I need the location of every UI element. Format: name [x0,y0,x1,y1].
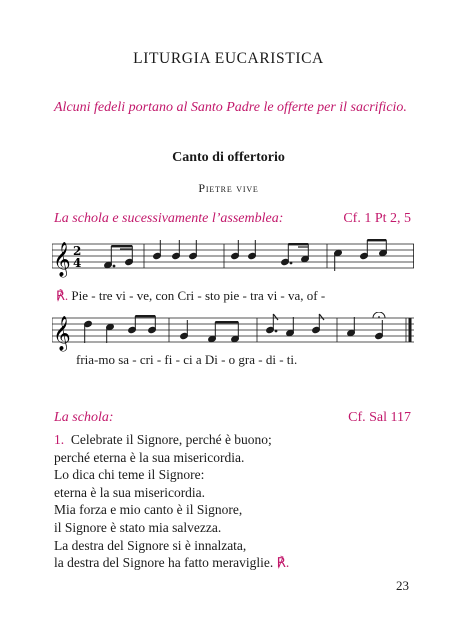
response-symbol: ℟. [56,288,69,303]
treble-clef-icon: 𝄞 [53,242,71,277]
scripture-reference-2: Cf. Sal 117 [348,410,411,425]
time-signature-bottom: 4 [73,256,82,270]
verse-line: Lo dica chi teme il Signore: [54,467,205,483]
verse-line [54,431,289,449]
lyrics-line-2: fria-mo sa - cri - fi - ci a Di - o gra - di - ti. [76,352,298,367]
treble-clef-icon: 𝄞 [53,316,71,351]
psalm-verse [54,431,289,572]
music-staff-2 [52,312,414,356]
lyrics-line-1 [56,288,325,304]
verse-line: perché eterna è la sua misericordia. [54,449,245,465]
verse-number: 1. [54,432,65,447]
lyrics-text-1: Pie - tre vi - ve, con Cri - sto pie - tra vi - va, of - [71,288,326,303]
scripture-reference-1: Cf. 1 Pt 2, 5 [343,211,411,226]
response-symbol: ℟. [276,555,290,571]
time-signature-top: 2 [73,244,82,258]
section-title: LITURGIA EUCARISTICA [133,50,324,67]
verse-line [54,554,289,572]
verse-text: Celebrate il Signore, perché è buono; [70,432,272,447]
verse-text: la destra del Signore ha fatto meraviglie. [54,555,274,571]
chant-subtitle: Pietre vive [198,181,259,195]
rubric-intro: Alcuni fedeli portano al Santo Padre le offerte per il sacrificio. [54,100,407,115]
verse-line: Mia forza e mio canto è il Signore, [54,502,243,518]
verse-line: il Signore è stato mia salvezza. [54,519,222,535]
performer-label-2: La schola: [54,410,114,425]
music-staff-1 [52,238,414,282]
chant-title: Canto di offertorio [172,150,285,165]
verse-line: eterna è la sua misericordia. [54,484,206,500]
page-number: 23 [396,578,409,593]
performer-label-1: La schola e sucessivamente l’assemblea: [54,211,284,226]
verse-line: La destra del Signore si è innalzata, [54,537,247,553]
